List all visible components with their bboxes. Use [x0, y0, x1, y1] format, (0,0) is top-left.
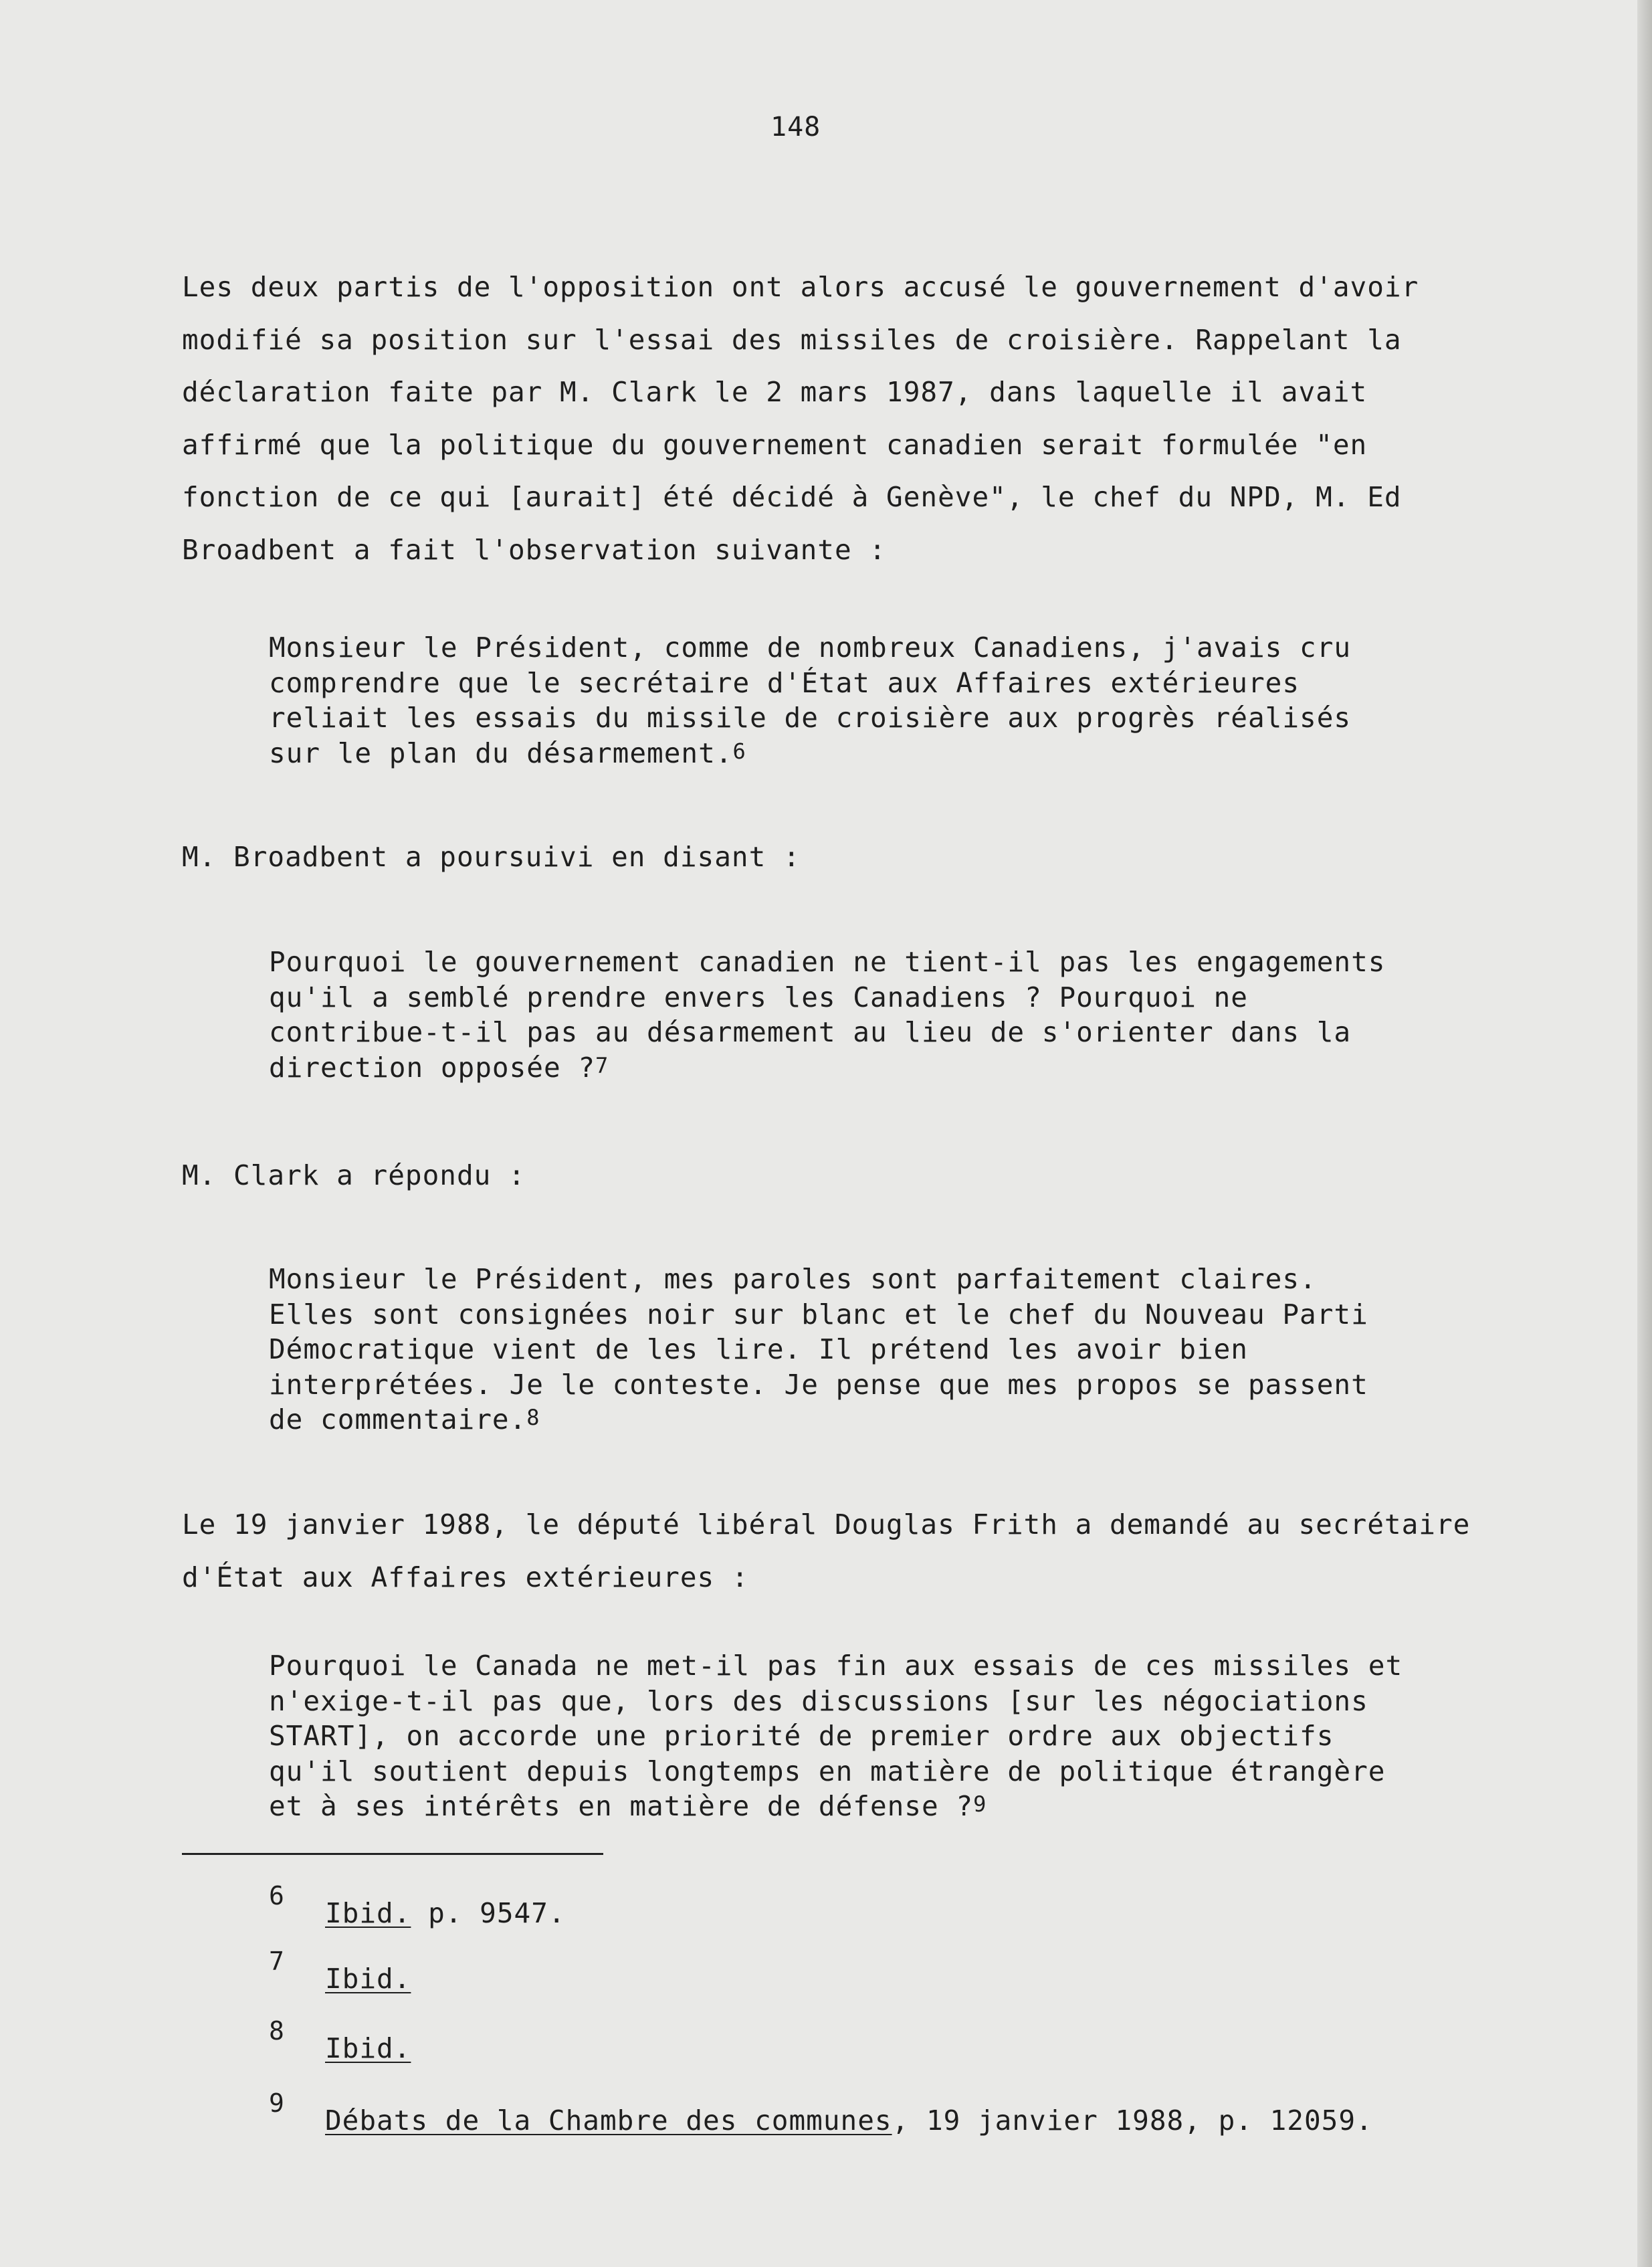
- footnote-detail: , 19 janvier 1988, p. 12059.: [892, 2104, 1373, 2137]
- quote-text: Monsieur le Président, mes paroles sont parfaitement claires. Elles sont consignées noir sur blanc et le chef du Nouveau Parti Démocratique vient de les lire. Il prétend les avoir bien interprétées. Je le conteste. Je pense que mes propos se passent de commentaire.: [269, 1263, 1368, 1436]
- paragraph-opposition-accusation: Les deux partis de l'opposition ont alors accusé le gouvernement d'avoir modifié sa position sur l'essai des missiles de croisière. Rappelant la déclaration faite par M. Clark le 2 mars 1987, dans laquelle il avait affirmé que la politique du gouvernement canadien serait formulée "en fonction de ce qui [aurait] été décidé à Genève", le chef du NPD, M. Ed Broadbent a fait l'observation suivante :: [182, 271, 1419, 566]
- quote-broadbent-2: [269, 945, 1526, 1085]
- footnote-detail: p. 9547.: [411, 1897, 566, 1929]
- footnote-ref-8: 8: [526, 1405, 540, 1430]
- footnote-source: Ibid.: [325, 1963, 411, 1995]
- footnote-source: Débats de la Chambre des communes: [325, 2104, 892, 2137]
- quote-text: Monsieur le Président, comme de nombreux Canadiens, j'avais cru comprendre que le secrétaire d'État aux Affaires extérieures reliait les essais du missile de croisière aux progrès réalisés sur le plan du désarmement.: [269, 631, 1352, 769]
- quote-text: Pourquoi le Canada ne met-il pas fin aux essais de ces missiles et n'exige-t-il pas que, lors des discussions [sur les négociations START], on accorde une priorité de premier ordre aux objectifs qu'il soutient depuis longtemps en matière de politique étrangère et à ses intérêts en matière de défense ?: [269, 1650, 1403, 1822]
- page-edge-shadow: [1637, 0, 1652, 2267]
- footnote-number: 8: [269, 2016, 285, 2046]
- footnote-number: 7: [269, 1947, 285, 1976]
- quote-broadbent-1: [269, 630, 1526, 771]
- footnote-ref-6: 6: [732, 738, 746, 764]
- footnote-number: 9: [269, 2088, 285, 2118]
- paragraph-clark-reply: M. Clark a répondu :: [182, 1159, 526, 1191]
- footnote-number: 6: [269, 1881, 285, 1910]
- quote-text: Pourquoi le gouvernement canadien ne tient-il pas les engagements qu'il a semblé prendre envers les Canadiens ? Pourquoi ne contribue-t-il pas au désarmement au lieu de s'orienter dans la direction opposée ?: [269, 946, 1386, 1084]
- page-number: 148: [770, 112, 821, 142]
- footnote-ref-7: 7: [595, 1052, 609, 1078]
- footnote-source: Ibid.: [325, 1897, 411, 1929]
- quote-clark: [269, 1262, 1526, 1438]
- footnote-separator: [182, 1853, 603, 1855]
- footnote-source: Ibid.: [325, 2032, 411, 2064]
- paragraph-frith-question: Le 19 janvier 1988, le député libéral Douglas Frith a demandé au secrétaire d'État aux Affaires extérieures :: [182, 1508, 1471, 1593]
- paragraph-broadbent-continued: M. Broadbent a poursuivi en disant :: [182, 841, 801, 873]
- quote-frith: [269, 1648, 1526, 1824]
- footnote-ref-9: 9: [973, 1791, 987, 1817]
